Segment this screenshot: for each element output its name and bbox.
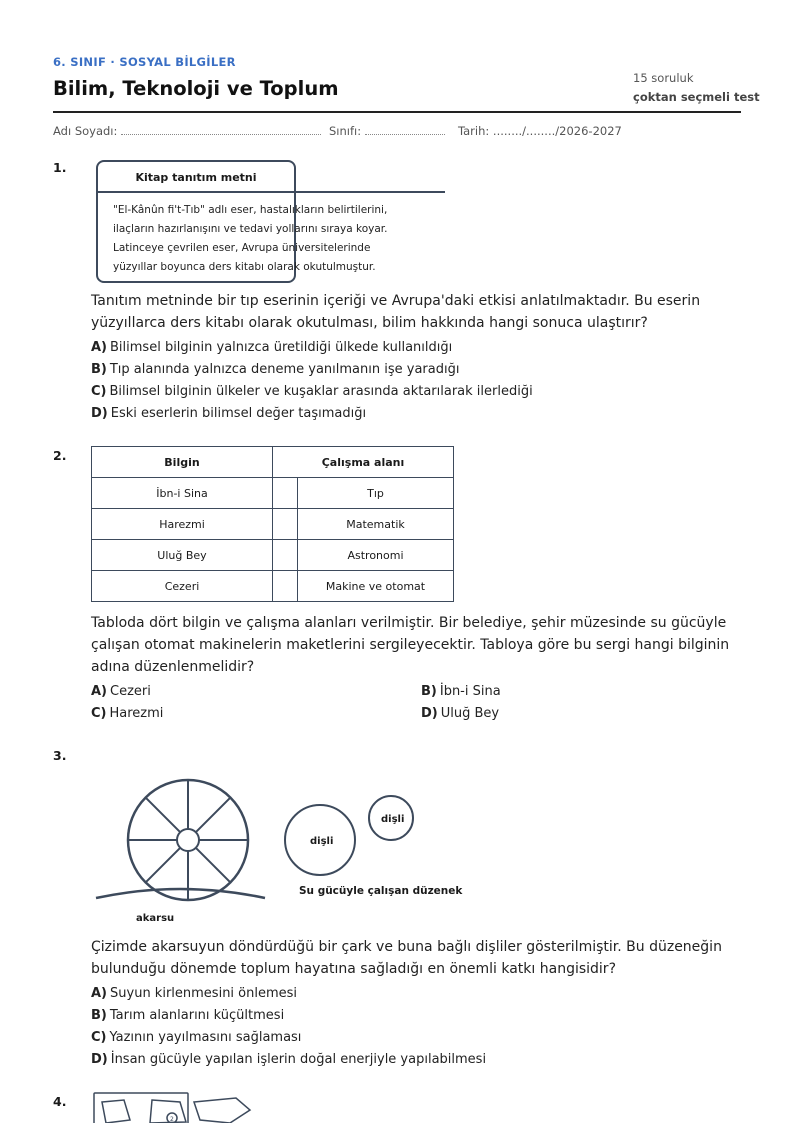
table-row: Cezeri Makine ve otomat: [92, 571, 454, 602]
name-field[interactable]: [53, 124, 321, 138]
question-stem: Çizimde akarsuyun döndürdüğü bir çark ve buna bağlı dişliler gösterilmiştir. Bu düzeneğin bulunduğu dönemde toplum hayatına sağladığı en önemli katkı hangisidir?: [91, 939, 722, 977]
table-row: Uluğ Bey Astronomi: [92, 540, 454, 571]
question-stem: Tabloda dört bilgin ve çalışma alanları verilmiştir. Bir belediye, şehir müzesinde su gücüyle çalışan otomat makinelerin maketlerini sergileyecektir. Tabloya göre bu sergi hangi bilginin adına düzenlenmelidir?: [91, 615, 730, 675]
option-a[interactable]: A) Suyun kirlenmesini önlemesi: [91, 986, 298, 1001]
shape-mark: 2: [170, 1116, 174, 1123]
book-card-title: Kitap tanıtım metni: [135, 171, 257, 184]
name-blank[interactable]: [121, 124, 321, 135]
header-rule: [53, 111, 741, 113]
test-type: çoktan seçmeli test: [633, 90, 760, 104]
table-row: Harezmi Matematik: [92, 509, 454, 540]
option-a[interactable]: A) Cezeri: [91, 684, 151, 699]
question-stem: Tanıtım metninde bir tıp eserinin içeriği ve Avrupa'daki etkisi anlatılmaktadır. Bu eserin yüzyıllarca ders kitabı olarak okutulması, bilim hakkında hangi sonuca ulaştırır?: [91, 293, 701, 331]
option-b[interactable]: B) Tıp alanında yalnızca deneme yanılmanın işe yaradığı: [91, 362, 460, 377]
option-c[interactable]: C) Harezmi: [91, 706, 164, 721]
mechanism-caption: Su gücüyle çalışan düzenek: [299, 885, 463, 897]
book-card-line: yüzyıllar boyunca ders kitabı olarak okutulmuştur.: [113, 261, 376, 273]
date-field[interactable]: Tarih: ......../......../2026-2027: [458, 124, 622, 138]
book-card-line: "El-Kânûn fi't-Tıb" adlı eser, hastalıkların belirtilerini,: [113, 204, 388, 216]
option-c[interactable]: C) Yazının yayılmasını sağlaması: [91, 1030, 302, 1045]
question-number: 2.: [53, 448, 67, 463]
question-count: 15 soruluk: [633, 71, 694, 85]
option-d[interactable]: D) İnsan gücüyle yapılan işlerin doğal enerjiyle yapılabilmesi: [91, 1052, 487, 1067]
table-row: İbn-i Sina Tıp: [92, 478, 454, 509]
river-label: akarsu: [136, 913, 175, 924]
page-title: Bilim, Teknoloji ve Toplum: [53, 77, 339, 100]
gear-label: dişli: [381, 814, 405, 825]
option-d[interactable]: D) Eski eserlerin bilimsel değer taşımadığı: [91, 406, 367, 421]
scholar-table: [91, 446, 454, 602]
table-header-field: Çalışma alanı: [273, 447, 454, 478]
question-number: 4.: [53, 1094, 67, 1109]
gear-label: dişli: [310, 836, 334, 847]
table-header-scholar: Bilgin: [92, 447, 273, 478]
option-b[interactable]: B) İbn-i Sina: [421, 684, 501, 699]
book-card-line: ilaçların hazırlanışını ve tedavi yollarını sıraya koyar.: [113, 223, 388, 235]
shapes-drawing: [90, 1090, 260, 1123]
book-card-line: Latinceye çevrilen eser, Avrupa üniversitelerinde: [113, 242, 371, 254]
water-wheel-drawing: [90, 770, 450, 930]
option-b[interactable]: B) Tarım alanlarını küçültmesi: [91, 1008, 285, 1023]
class-blank[interactable]: [365, 124, 445, 135]
option-d[interactable]: D) Uluğ Bey: [421, 706, 500, 721]
wheel-hub: [177, 829, 199, 851]
river-curve: [96, 889, 265, 898]
class-label: Sınıfı:: [329, 124, 362, 138]
name-label: Adı Soyadı:: [53, 124, 118, 138]
question-number: 3.: [53, 748, 67, 763]
option-a[interactable]: A) Bilimsel bilginin yalnızca üretildiği ülkede kullanıldığı: [91, 340, 453, 355]
book-card-divider: [96, 191, 445, 193]
subject-label: 6. SINIF · SOSYAL BİLGİLER: [53, 55, 236, 69]
class-field[interactable]: [329, 124, 445, 138]
question-number: 1.: [53, 160, 67, 175]
option-c[interactable]: C) Bilimsel bilginin ülkeler ve kuşaklar arasında aktarılarak ilerlediği: [91, 384, 533, 399]
